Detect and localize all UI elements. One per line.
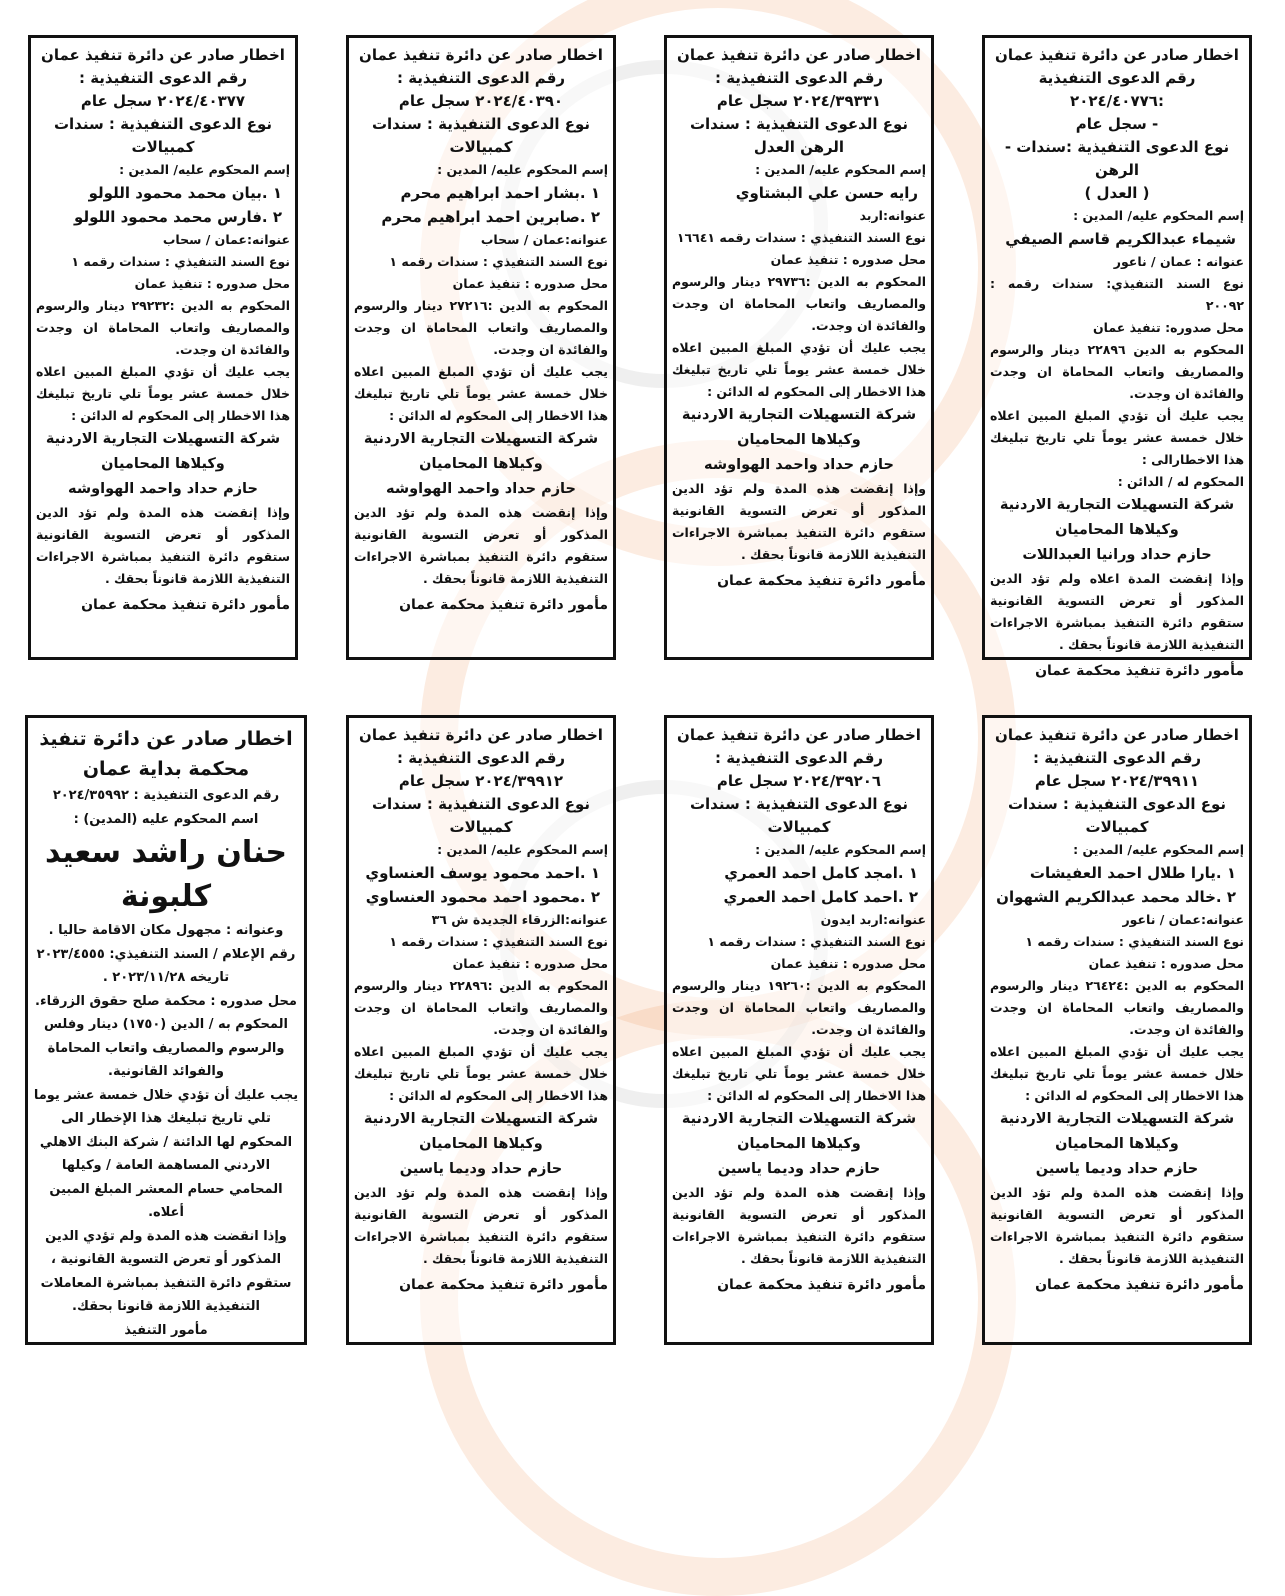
debtor-label: اسم المحكوم عليه (المدين) : (73, 811, 259, 827)
creditor-line: وكيلاها المحاميان (419, 1136, 543, 1152)
creditor-line: وكيلاها المحاميان (419, 456, 543, 472)
creditor-line: حازم حداد وديما ياسين (399, 1161, 563, 1177)
debtor-name: حنان راشد سعيد كلبونة (44, 835, 288, 914)
notice-title: اخطار صادر عن دائرة تنفيذ عمان (995, 726, 1239, 744)
notice-detail: نوع السند التنفيذي : سندات رقمه ١ (1025, 934, 1244, 949)
notice-detail: عنوانه:عمان / سحاب (480, 232, 608, 247)
notice-detail: يجب عليك أن تؤدي المبلغ المبين اعلاه خلال خمسة عشر يوماً تلي تاريخ تبليغك هذا الاخطارالى : (990, 408, 1244, 467)
closing-text: وإذا إنقضت هذه المدة ولم تؤد الدين المذكور أو تعرض التسوية القانونية ستقوم دائرة التنفيذ بمباشرة الاجراءات التنفيذية اللازمة قانوناً بحقك . (354, 505, 608, 586)
notice-title: ٢٠٢٤/٣٩٩١٢ سجل عام (398, 772, 564, 790)
notice-title: ٢٠٢٤/٣٩٩١١ سجل عام (1034, 772, 1200, 790)
notice-box (346, 715, 616, 1345)
signature: مأمور دائرة تنفيذ محكمة عمان (1035, 663, 1244, 679)
notice-detail: المحكوم به الدين ٢٢٨٩٦ دينار والرسوم والمصاريف واتعاب المحاماة ان وجدت والفائدة ان وجدت. (990, 342, 1244, 401)
notice-title: رقم الدعوى التنفيذية : (78, 69, 248, 87)
debtor-name: ٢ .خالد محمد عبدالكريم الشهوان (996, 888, 1236, 906)
closing-text: وإذا إنقضت هذه المدة ولم تؤد الدين المذكور أو تعرض التسوية القانونية ستقوم دائرة التنفيذ بمباشرة الاجراءات التنفيذية اللازمة قانوناً بحقك . (36, 505, 290, 586)
notice-detail: المحكوم به الدين :٢٧٢١٦ دينار والرسوم والمصاريف واتعاب المحاماة ان وجدت والفائدة ان وجدت. (354, 298, 608, 357)
creditor-line: حازم حداد وديما ياسين (717, 1161, 881, 1177)
signature: مأمور دائرة تنفيذ محكمة عمان (399, 597, 608, 613)
notice-detail: المحكوم به الدين :٢٢٨٩٦ دينار والرسوم والمصاريف واتعاب المحاماة ان وجدت والفائدة ان وجدت. (354, 978, 608, 1037)
notice-detail: نوع السند التنفيذي : سندات رقمه ١ (389, 934, 608, 949)
debtor-name: ٢ .محمود احمد محمود العنساوي (365, 888, 600, 906)
notice-detail: المحكوم به الدين :٢٦٤٢٤ دينار والرسوم والمصاريف واتعاب المحاماة ان وجدت والفائدة ان وجدت. (990, 978, 1244, 1037)
notice-detail: محل صدوره : تنفيذ عمان (134, 276, 290, 291)
notice-detail: عنوانه:الزرقاء الجديدة ش ٣٦ (431, 912, 608, 927)
notice-title: نوع الدعوى التنفيذية : سندات كمبيالات (1007, 795, 1227, 836)
signature: مأمور دائرة تنفيذ محكمة عمان (1035, 1277, 1244, 1293)
debtor-label: إسم المحكوم عليه/ المدين : (755, 162, 926, 177)
notice-box (28, 35, 298, 660)
creditor-line: شركة التسهيلات التجارية الاردنية (681, 407, 917, 423)
notice-line: رقم الإعلام / السند التنفيذي: ٢٠٢٣/٤٥٥٥ (36, 946, 296, 962)
notice-box (982, 715, 1252, 1345)
creditor-line: وكيلاها المحاميان (737, 1136, 861, 1152)
creditor-line: وكيلاها المحاميان (737, 432, 861, 448)
closing-text: وإذا إنقضت هذه المدة ولم تؤد الدين المذكور أو تعرض التسوية القانونية ستقوم دائرة التنفيذ بمباشرة الاجراءات التنفيذية اللازمة قانوناً بحقك . (354, 1185, 608, 1266)
closing-text: وإذا إنقضت هذه المدة ولم تؤد الدين المذكور أو تعرض التسوية القانونية ستقوم دائرة التنفيذ بمباشرة الاجراءات التنفيذية اللازمة قانوناً بحقك . (990, 1185, 1244, 1266)
creditor-line: حازم حداد واحمد الهواوشه (386, 481, 576, 497)
notice-detail: نوع السند التنفيذي : سندات رقمه ١ (389, 254, 608, 269)
court-notice (25, 715, 307, 1345)
notice-title: نوع الدعوى التنفيذية : سندات كمبيالات (53, 115, 273, 156)
notice-detail: نوع السند التنفيذي : سندات رقمه ١٦٦٤١ (676, 230, 926, 245)
notice-line: تاريخه ٢٠٢٣/١١/٢٨ . (102, 970, 230, 985)
notice-line: محل صدوره : محكمة صلح حقوق الزرقاء. (35, 993, 297, 1009)
notice-title: رقم الدعوى التنفيذية : (1032, 749, 1202, 767)
creditor-line: حازم حداد ورانيا العبداللات (1022, 547, 1212, 563)
notice-box (664, 715, 934, 1345)
notice-line: وإذا انقضت هذه المدة ولم تؤدي الدين المذكور أو تعرض التسوية القانونية ، ستقوم دائرة التنفيذ بمباشرة المعاملات التنفيذية اللازمة قانونا بحقك. (40, 1228, 292, 1314)
notice-box (982, 35, 1252, 679)
notice-title: رقم الدعوى التنفيذية : (714, 749, 884, 767)
notice-box (346, 35, 616, 660)
notice-detail: محل صدوره : تنفيذ عمان (452, 276, 608, 291)
notice-detail: يجب عليك أن تؤدي المبلغ المبين اعلاه خلال خمسة عشر يوماً تلي تاريخ تبليغك هذا الاخطار إلى المحكوم له الدائن : (354, 364, 608, 423)
notice-detail: عنوانه:اربد (859, 208, 926, 223)
debtor-name: ١ .امجد كامل احمد العمري (724, 864, 918, 882)
notice-title: نوع الدعوى التنفيذية : سندات كمبيالات (689, 795, 909, 836)
notice-title: - سجل عام (1075, 115, 1159, 133)
debtor-name: ١ .بشار احمد ابراهيم محرم (400, 184, 600, 202)
notice-box (664, 35, 934, 660)
signature: مأمور التنفيذ (124, 1322, 208, 1338)
notice-detail: يجب عليك أن تؤدي المبلغ المبين اعلاه خلال خمسة عشر يوماً تلي تاريخ تبليغك هذا الاخطار إلى المحكوم له الدائن : (672, 340, 926, 399)
creditor-line: شركة التسهيلات التجارية الاردنية (681, 1111, 917, 1127)
notice-detail: نوع السند التنفيذي: سندات رقمه : ٢٠٠٩٢ (990, 276, 1244, 313)
notice-title: ٢٠٢٤/٤٠٣٩٠ سجل عام (398, 92, 564, 110)
creditor-line: حازم حداد وديما ياسين (1035, 1161, 1199, 1177)
debtor-label: إسم المحكوم عليه/ المدين : (1073, 208, 1244, 223)
notice-detail: المحكوم به الدين :٢٩٧٣٦ دينار والرسوم والمصاريف واتعاب المحاماة ان وجدت والفائدة ان وجدت. (672, 274, 926, 333)
creditor-line: شركة التسهيلات التجارية الاردنية (999, 1111, 1235, 1127)
notice-detail: عنوانه : عمان / ناعور (1113, 254, 1244, 269)
notice-title: اخطار صادر عن دائرة تنفيذ عمان (359, 726, 603, 744)
notice-title: رقم الدعوى التنفيذية : (396, 69, 566, 87)
notice-title: نوع الدعوى التنفيذية : سندات الرهن العدل (689, 115, 909, 156)
debtor-name: ١ .احمد محمود يوسف العنساوي (365, 864, 600, 882)
closing-text: وإذا إنقضت هذه المدة ولم تؤد الدين المذكور أو تعرض التسوية القانونية ستقوم دائرة التنفيذ بمباشرة الاجراءات التنفيذية اللازمة قانوناً بحقك . (672, 1185, 926, 1266)
creditor-line: حازم حداد واحمد الهواوشه (68, 481, 258, 497)
notice-line: وعنوانه : مجهول مكان الاقامة حاليا . (48, 923, 284, 938)
notice-title: رقم الدعوى التنفيذية :٢٠٢٤/٤٠٧٧٦ (1038, 69, 1196, 110)
notice-detail: محل صدوره : تنفيذ عمان (770, 956, 926, 971)
case-number: رقم الدعوى التنفيذية : ٢٠٢٤/٣٥٩٩٢ (52, 788, 280, 803)
debtor-name: ١ .يارا طلال احمد العفيشات (1029, 864, 1236, 882)
notice-detail: محل صدوره : تنفيذ عمان (1088, 956, 1244, 971)
notice-detail: عنوانه:عمان / ناعور (1122, 912, 1244, 927)
signature: مأمور دائرة تنفيذ محكمة عمان (81, 597, 290, 613)
debtor-name: ١ .بيان محمد محمود اللولو (88, 184, 282, 202)
notice-detail: عنوانه:عمان / سحاب (162, 232, 290, 247)
notice-title: نوع الدعوى التنفيذية : سندات كمبيالات (371, 115, 591, 156)
notice-detail: محل صدوره : تنفيذ عمان (452, 956, 608, 971)
notice-title: ٢٠٢٤/٤٠٣٧٧ سجل عام (80, 92, 246, 110)
debtor-label: إسم المحكوم عليه/ المدين : (1073, 842, 1244, 857)
debtor-name: ٢ .صابرين احمد ابراهيم محرم (381, 208, 600, 226)
notice-title: اخطار صادر عن دائرة تنفيذ عمان (41, 46, 285, 64)
creditor-line: وكيلاها المحاميان (101, 456, 225, 472)
debtor-name: ٢ .احمد كامل احمد العمري (723, 888, 918, 906)
debtor-name: رايه حسن علي البشتاوي (735, 184, 918, 202)
notice-detail: نوع السند التنفيذي : سندات رقمه ١ (707, 934, 926, 949)
notice-title: اخطار صادر عن دائرة تنفيذ (39, 728, 293, 750)
notice-title: رقم الدعوى التنفيذية : (714, 69, 884, 87)
signature: مأمور دائرة تنفيذ محكمة عمان (717, 1277, 926, 1293)
notice-line: المحكوم به / الدين (١٧٥٠) دينار وفلس والرسوم والمصاريف واتعاب المحاماة والفوائد القانونية. (44, 1017, 288, 1079)
creditor-line: وكيلاها المحاميان (1055, 1136, 1179, 1152)
creditor-line: شركة التسهيلات التجارية الاردنية (45, 431, 281, 447)
notice-detail: محل صدوره: تنفيذ عمان (1092, 320, 1244, 335)
notice-title: رقم الدعوى التنفيذية : (396, 749, 566, 767)
notice-title: ٢٠٢٤/٣٩٢٠٦ سجل عام (716, 772, 882, 790)
creditor-line: شركة التسهيلات التجارية الاردنية (363, 431, 599, 447)
notice-detail: المحكوم به الدين :١٩٢٦٠ دينار والرسوم والمصاريف واتعاب المحاماة ان وجدت والفائدة ان وجدت. (672, 978, 926, 1037)
notice-title: ( العدل ) (1084, 184, 1150, 202)
notice-title: اخطار صادر عن دائرة تنفيذ عمان (995, 46, 1239, 64)
notice-title: نوع الدعوى التنفيذية : سندات كمبيالات (371, 795, 591, 836)
notice-detail: يجب عليك أن تؤدي المبلغ المبين اعلاه خلال خمسة عشر يوماً تلي تاريخ تبليغك هذا الاخطار إلى المحكوم له الدائن : (354, 1044, 608, 1103)
notice-line: يجب عليك أن تؤدي خلال خمسة عشر يوما تلي تاريخ تبليغك هذا الإخطار الى المحكوم لها الدائنة / شركة البنك الاهلي الاردني المساهمة العامة / وكيلها المحامي حسام المعشر المبلغ المبين أعلاه. (33, 1087, 299, 1220)
notice-title: اخطار صادر عن دائرة تنفيذ عمان (677, 726, 921, 744)
creditor-line: شركة التسهيلات التجارية الاردنية (999, 497, 1235, 513)
signature: مأمور دائرة تنفيذ محكمة عمان (399, 1277, 608, 1293)
debtor-name: ٢ .فارس محمد محمود اللولو (74, 208, 282, 226)
closing-text: وإذا إنقضت هذه المدة ولم تؤد الدين المذكور أو تعرض التسوية القانونية ستقوم دائرة التنفيذ بمباشرة الاجراءات التنفيذية اللازمة قانوناً بحقك . (672, 481, 926, 562)
debtor-label: إسم المحكوم عليه/ المدين : (119, 162, 290, 177)
closing-text: وإذا إنقضت المدة اعلاه ولم تؤد الدين المذكور أو تعرض التسوية القانونية ستقوم دائرة التنفيذ بمباشرة الاجراءات التنفيذية اللازمة قانوناً بحقك . (990, 571, 1244, 652)
notice-title: اخطار صادر عن دائرة تنفيذ عمان (359, 46, 603, 64)
notice-title: اخطار صادر عن دائرة تنفيذ عمان (677, 46, 921, 64)
creditor-line: حازم حداد واحمد الهواوشه (704, 457, 894, 473)
notice-detail: يجب عليك أن تؤدي المبلغ المبين اعلاه خلال خمسة عشر يوماً تلي تاريخ تبليغك هذا الاخطار إلى المحكوم له الدائن : (990, 1044, 1244, 1103)
debtor-name: شيماء عبدالكريم قاسم الصيفي (1005, 230, 1236, 248)
debtor-label: إسم المحكوم عليه/ المدين : (755, 842, 926, 857)
notice-detail: نوع السند التنفيذي : سندات رقمه ١ (71, 254, 290, 269)
notice-detail: يجب عليك أن تؤدي المبلغ المبين اعلاه خلال خمسة عشر يوماً تلي تاريخ تبليغك هذا الاخطار إلى المحكوم له الدائن : (672, 1044, 926, 1103)
debtor-label: إسم المحكوم عليه/ المدين : (437, 842, 608, 857)
creditor-line: شركة التسهيلات التجارية الاردنية (363, 1111, 599, 1127)
notice-detail: المحكوم له / الدائن : (1117, 474, 1244, 489)
notice-title: ٢٠٢٤/٣٩٣٣١ سجل عام (716, 92, 882, 110)
signature: مأمور دائرة تنفيذ محكمة عمان (717, 573, 926, 589)
debtor-label: إسم المحكوم عليه/ المدين : (437, 162, 608, 177)
notice-detail: عنوانه:اربد ايدون (820, 912, 926, 927)
notice-detail: يجب عليك أن تؤدي المبلغ المبين اعلاه خلال خمسة عشر يوماً تلي تاريخ تبليغك هذا الاخطار إلى المحكوم له الدائن : (36, 364, 290, 423)
notice-title: نوع الدعوى التنفيذية :سندات - الرهن (1004, 138, 1230, 179)
notice-detail: المحكوم به الدين :٢٩٢٣٢ دينار والرسوم والمصاريف واتعاب المحاماة ان وجدت والفائدة ان وجدت. (36, 298, 290, 357)
creditor-line: وكيلاها المحاميان (1055, 522, 1179, 538)
notice-detail: محل صدوره : تنفيذ عمان (770, 252, 926, 267)
notice-title: محكمة بداية عمان (82, 758, 250, 780)
